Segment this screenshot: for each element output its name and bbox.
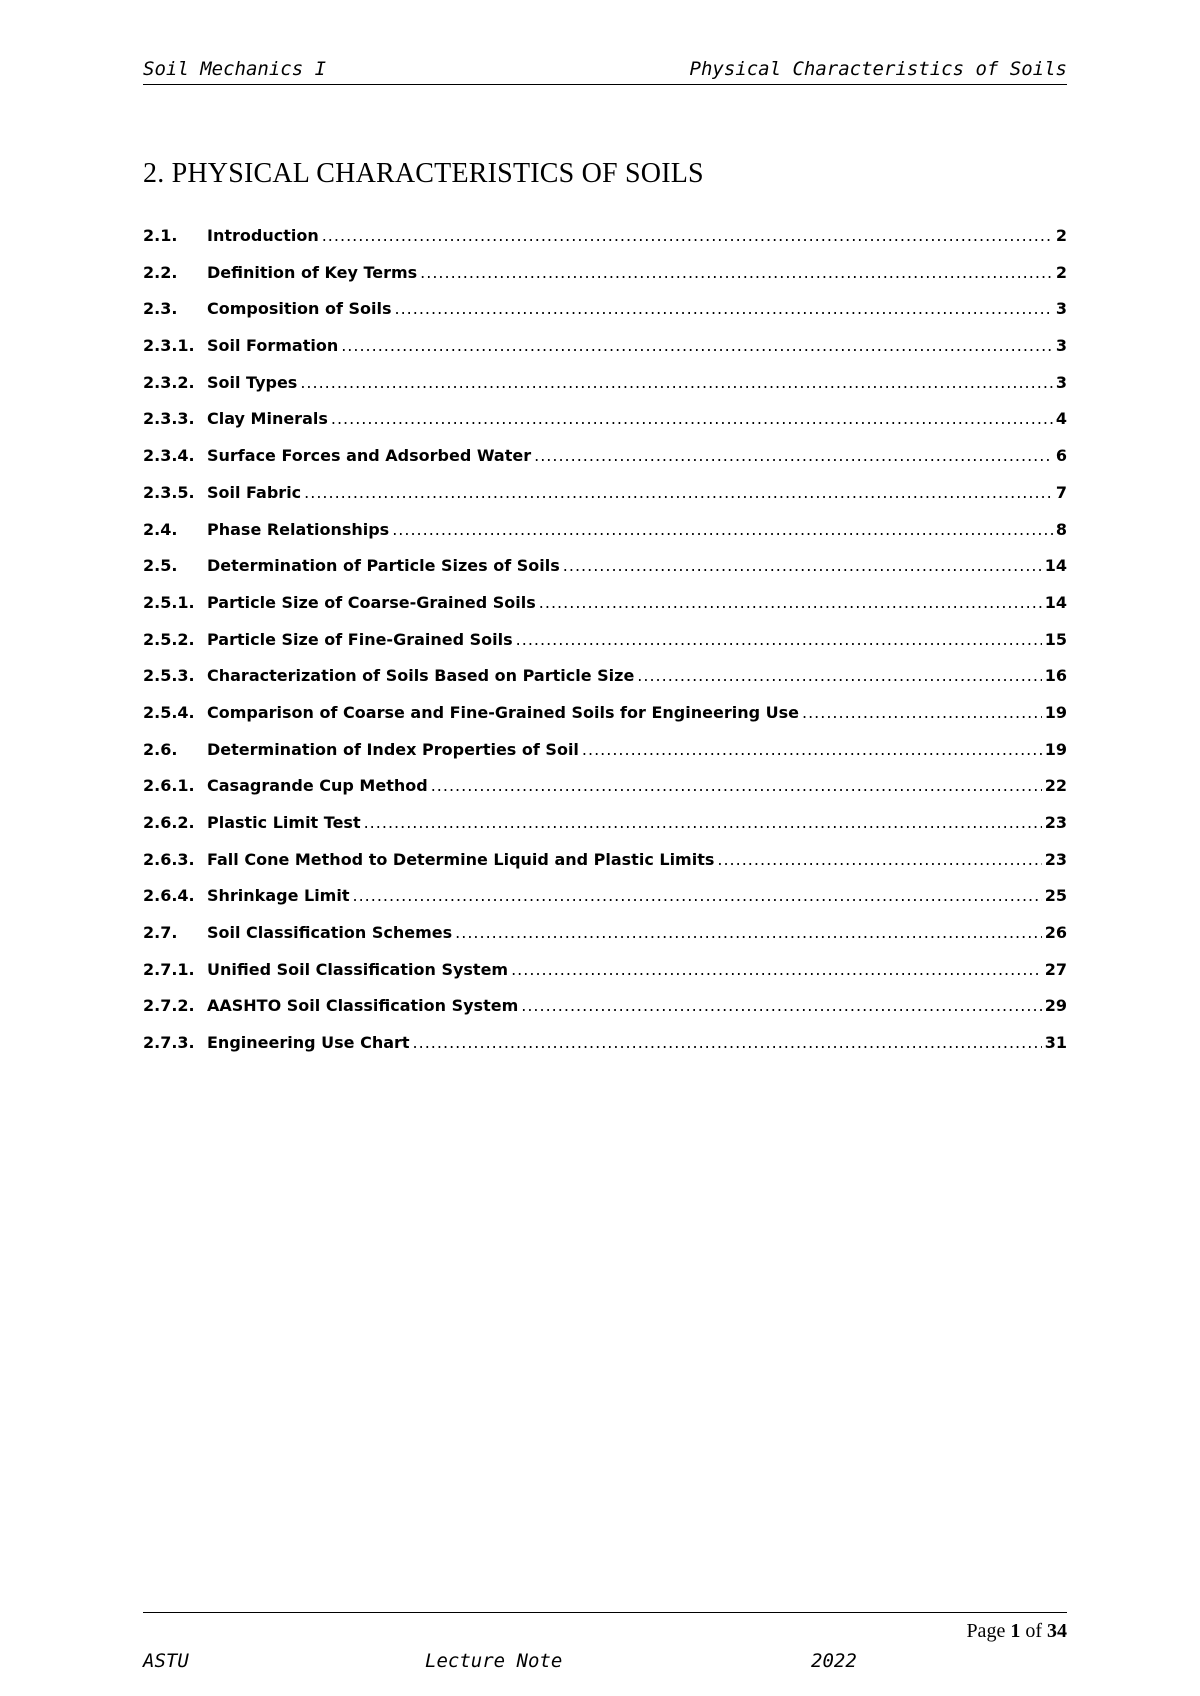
toc-entry-page: 25 — [1044, 886, 1067, 906]
toc-entry-title: Composition of Soils — [207, 299, 392, 319]
toc-entry-page: 14 — [1044, 556, 1067, 576]
toc-entry-page: 16 — [1044, 666, 1067, 686]
page-current: 1 — [1010, 1620, 1021, 1642]
chapter-title: 2. PHYSICAL CHARACTERISTICS OF SOILS — [143, 158, 704, 189]
toc-entry-number: 2.7.3. — [143, 1033, 195, 1053]
toc-entry-number: 2.7. — [143, 923, 178, 943]
toc-dot-leader — [413, 1033, 1042, 1052]
toc-entry-number: 2.3.4. — [143, 446, 195, 466]
toc-dot-leader — [563, 556, 1042, 575]
toc-entry-number: 2.4. — [143, 519, 178, 539]
toc-dot-leader — [352, 886, 1041, 905]
toc-dot-leader — [341, 336, 1053, 355]
toc-dot-leader — [802, 703, 1042, 722]
toc-dot-leader — [304, 483, 1053, 502]
toc-entry[interactable] — [143, 226, 1067, 263]
page-total: 34 — [1047, 1620, 1067, 1642]
toc-entry[interactable] — [143, 556, 1067, 593]
toc-dot-leader — [392, 520, 1053, 539]
toc-entry-page: 6 — [1055, 446, 1067, 466]
toc-entry-number: 2.7.2. — [143, 996, 195, 1016]
toc-entry[interactable] — [143, 483, 1067, 520]
toc-entry-title: Fall Cone Method to Determine Liquid and Plastic Limits — [207, 849, 715, 869]
toc-entry-page: 23 — [1044, 813, 1067, 832]
toc-entry-title: Phase Relationships — [207, 519, 390, 539]
toc-entry-number: 2.6. — [143, 739, 178, 759]
table-of-contents — [143, 226, 1067, 1070]
toc-entry-number: 2.5.1. — [143, 592, 195, 612]
toc-dot-leader — [394, 299, 1052, 318]
toc-entry-number: 2.6.3. — [143, 849, 195, 869]
toc-entry-page: 4 — [1055, 409, 1067, 429]
toc-entry-number: 2.3.5. — [143, 482, 195, 502]
toc-dot-leader — [322, 226, 1053, 245]
toc-entry-page: 19 — [1044, 702, 1067, 722]
toc-entry-number: 2.2. — [143, 262, 178, 282]
toc-entry[interactable] — [143, 299, 1067, 336]
toc-entry[interactable] — [143, 1033, 1067, 1070]
toc-entry-page: 3 — [1055, 299, 1067, 319]
page-prefix: Page — [966, 1620, 1006, 1642]
footer-rule — [143, 1612, 1067, 1613]
toc-entry-page: 27 — [1044, 959, 1067, 979]
toc-entry[interactable] — [143, 740, 1067, 777]
toc-entry[interactable] — [143, 776, 1067, 813]
toc-entry-number: 2.5.4. — [143, 702, 195, 722]
toc-entry[interactable] — [143, 446, 1067, 483]
toc-entry[interactable] — [143, 666, 1067, 703]
page-of: of — [1025, 1620, 1042, 1642]
toc-dot-leader — [521, 996, 1041, 1015]
toc-entry-page: 2 — [1055, 226, 1067, 245]
toc-entry-number: 2.7.1. — [143, 959, 195, 979]
toc-entry[interactable] — [143, 263, 1067, 300]
toc-dot-leader — [534, 446, 1053, 465]
toc-entry-page: 3 — [1055, 372, 1067, 392]
footer-institution: ASTU — [143, 1650, 189, 1672]
toc-entry-number: 2.3.2. — [143, 372, 195, 392]
header-course-title: Soil Mechanics I — [143, 58, 327, 80]
toc-entry[interactable] — [143, 813, 1067, 850]
toc-entry-page: 3 — [1055, 336, 1067, 356]
toc-entry-page: 29 — [1044, 996, 1067, 1016]
toc-entry-page: 26 — [1044, 923, 1067, 943]
toc-entry-page: 23 — [1044, 849, 1067, 869]
toc-entry-title: Unified Soil Classification System — [207, 959, 509, 979]
toc-entry-number: 2.5.2. — [143, 629, 195, 649]
toc-dot-leader — [331, 409, 1053, 428]
running-header — [143, 54, 1067, 85]
toc-entry-page: 2 — [1055, 262, 1067, 282]
toc-entry-number: 2.1. — [143, 226, 178, 245]
toc-entry-title: Plastic Limit Test — [207, 813, 361, 832]
toc-entry-title: Casagrande Cup Method — [207, 776, 428, 796]
toc-dot-leader — [516, 630, 1042, 649]
toc-entry-title: AASHTO Soil Classification System — [207, 996, 519, 1016]
page-number — [966, 1620, 1067, 1643]
toc-entry[interactable] — [143, 923, 1067, 960]
toc-entry-page: 7 — [1055, 482, 1067, 502]
toc-entry-page: 15 — [1044, 629, 1067, 649]
toc-entry[interactable] — [143, 630, 1067, 667]
toc-entry-title: Determination of Particle Sizes of Soils — [207, 556, 560, 576]
toc-entry-title: Particle Size of Fine-Grained Soils — [207, 629, 513, 649]
toc-dot-leader — [455, 923, 1042, 942]
toc-dot-leader — [364, 813, 1042, 832]
toc-entry-title: Soil Formation — [207, 336, 339, 356]
toc-dot-leader — [539, 593, 1042, 612]
footer-doc-type: Lecture Note — [425, 1650, 563, 1672]
toc-entry-number: 2.3.1. — [143, 336, 195, 356]
footer-year: 2022 — [811, 1650, 857, 1672]
toc-entry-title: Soil Types — [207, 372, 298, 392]
toc-entry-number: 2.3.3. — [143, 409, 195, 429]
toc-entry[interactable] — [143, 336, 1067, 373]
toc-entry-page: 31 — [1044, 1033, 1067, 1053]
toc-entry-page: 19 — [1044, 739, 1067, 759]
toc-entry[interactable] — [143, 886, 1067, 923]
toc-entry-title: Introduction — [207, 226, 319, 245]
toc-dot-leader — [511, 960, 1042, 979]
toc-entry-title: Surface Forces and Adsorbed Water — [207, 446, 532, 466]
toc-entry-number: 2.5. — [143, 556, 178, 576]
toc-entry[interactable] — [143, 373, 1067, 410]
toc-entry-title: Soil Classification Schemes — [207, 923, 453, 943]
toc-entry-page: 22 — [1044, 776, 1067, 796]
toc-entry[interactable] — [143, 996, 1067, 1033]
toc-entry-title: Particle Size of Coarse-Grained Soils — [207, 592, 536, 612]
toc-entry-title: Soil Fabric — [207, 482, 302, 502]
toc-entry-title: Characterization of Soils Based on Particle Size — [207, 666, 635, 686]
toc-dot-leader — [431, 776, 1042, 795]
toc-entry-number: 2.6.1. — [143, 776, 195, 796]
toc-dot-leader — [582, 740, 1042, 759]
toc-entry-title: Determination of Index Properties of Soil — [207, 739, 579, 759]
toc-entry-title: Clay Minerals — [207, 409, 328, 429]
toc-dot-leader — [717, 850, 1041, 869]
toc-entry-number: 2.5.3. — [143, 666, 195, 686]
toc-entry-page: 8 — [1055, 519, 1067, 539]
toc-entry-title: Definition of Key Terms — [207, 262, 418, 282]
toc-dot-leader — [300, 373, 1053, 392]
toc-entry-number: 2.6.4. — [143, 886, 195, 906]
header-chapter-title: Physical Characteristics of Soils — [689, 58, 1067, 80]
toc-entry[interactable] — [143, 703, 1067, 740]
toc-dot-leader — [637, 666, 1041, 685]
toc-entry[interactable] — [143, 409, 1067, 446]
toc-entry-number: 2.6.2. — [143, 813, 195, 832]
toc-entry[interactable] — [143, 520, 1067, 557]
toc-dot-leader — [420, 263, 1053, 282]
toc-entry-title: Comparison of Coarse and Fine-Grained Soils for Engineering Use — [207, 702, 799, 722]
toc-entry-title: Shrinkage Limit — [207, 886, 350, 906]
toc-entry[interactable] — [143, 593, 1067, 630]
toc-entry-number: 2.3. — [143, 299, 178, 319]
toc-entry[interactable] — [143, 960, 1067, 997]
toc-entry-title: Engineering Use Chart — [207, 1033, 410, 1053]
toc-entry[interactable] — [143, 850, 1067, 887]
toc-entry-page: 14 — [1044, 592, 1067, 612]
